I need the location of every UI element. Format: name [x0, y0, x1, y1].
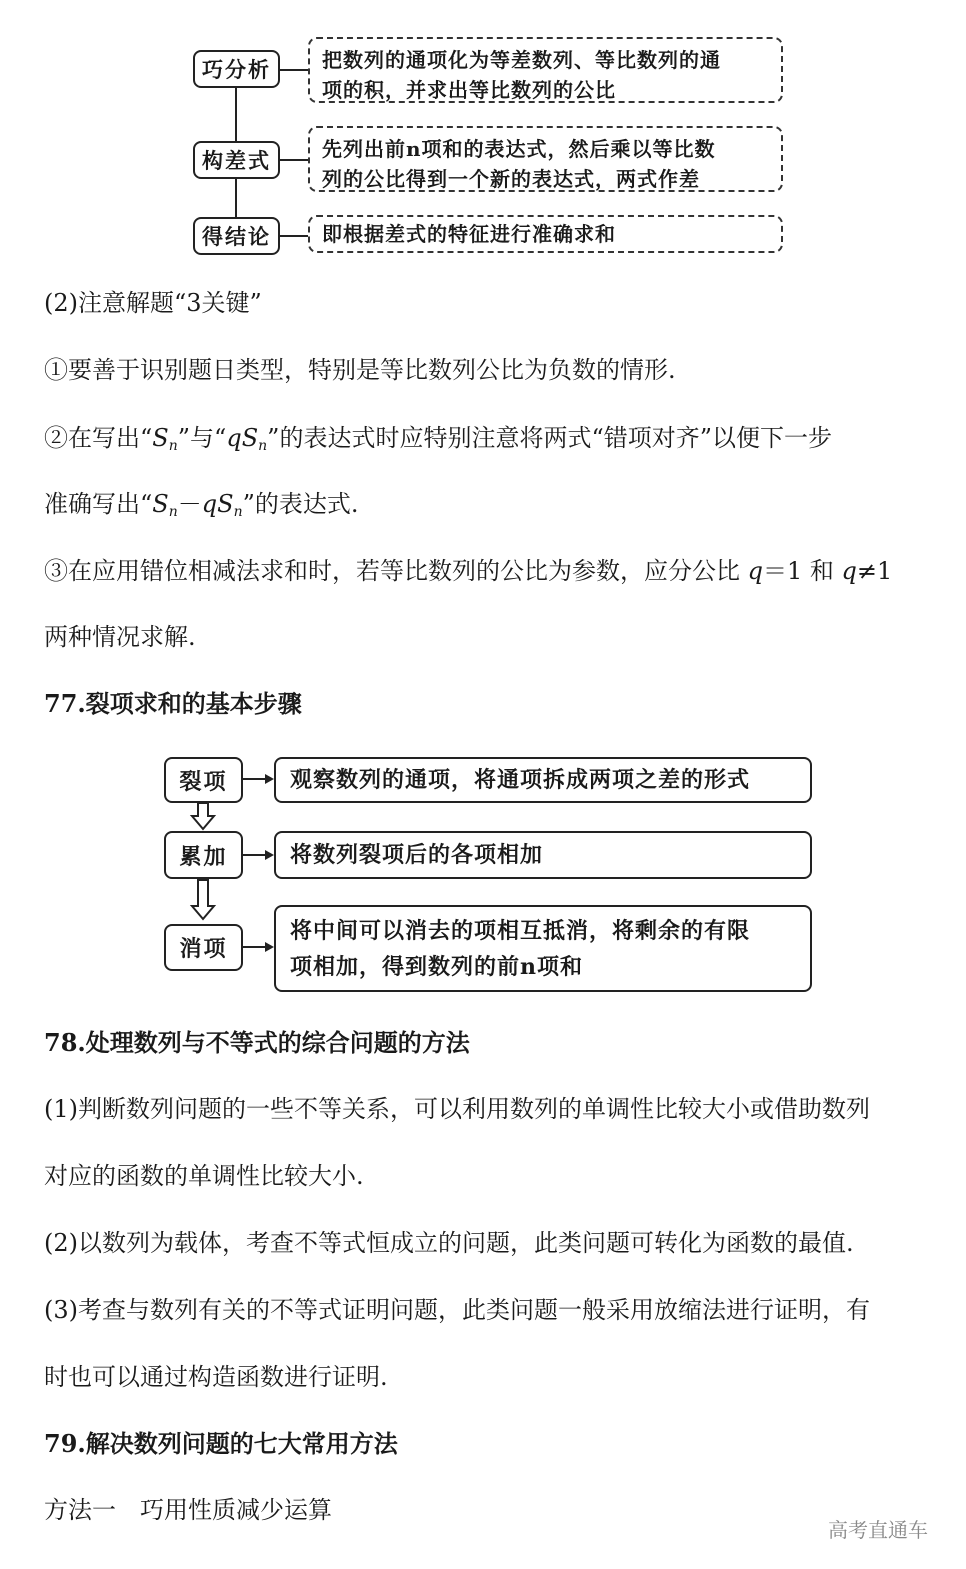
split-step-desc — [274, 757, 812, 803]
text: 准确写出“ — [44, 490, 153, 518]
split-step-label: 裂项 — [164, 757, 243, 803]
accumulate-step-label: 累加 — [164, 831, 243, 879]
section-79-method-1: 方法一 巧用性质减少运算 — [44, 1496, 332, 1524]
desc-line: 项相加，得到数列的前n项和 — [290, 954, 583, 980]
cancel-step-desc — [274, 905, 812, 992]
cancel-step-label: 消项 — [164, 924, 243, 971]
math-s: S — [152, 490, 169, 518]
math-q: q — [747, 557, 764, 585]
desc-line: 将中间可以消去的项相互抵消，将剩余的有限 — [290, 918, 751, 944]
math-n: n — [233, 504, 243, 520]
text: － — [177, 490, 202, 518]
flow1-desc-conclude — [308, 215, 783, 253]
text: ＝1 和 — [763, 557, 842, 585]
notes-item-1: ①要善于识别题日类型，特别是等比数列公比为负数的情形. — [44, 356, 676, 384]
section-78-p1-line-1: (1)判断数列问题的一些不等关系，可以利用数列的单调性比较大小或借助数列 — [44, 1095, 870, 1123]
text: ”的表达式. — [242, 490, 359, 518]
flow1-step-construct: 构差式 — [193, 141, 280, 179]
section-78-p3-line-1: (3)考查与数列有关的不等式证明问题，此类问题一般采用放缩法进行证明，有 — [44, 1296, 870, 1324]
math-n: n — [168, 504, 178, 520]
section-78-p3-line-2: 时也可以通过构造函数进行证明. — [44, 1363, 388, 1391]
text: ≠1 — [856, 557, 893, 585]
text: ”的表达式时应特别注意将两式“错项对齐”以便下一步 — [267, 424, 832, 452]
flow1-desc-construct — [308, 126, 783, 192]
math-q: q — [201, 490, 218, 518]
section-78-p1-line-2: 对应的函数的单调性比较大小. — [44, 1162, 364, 1190]
text: ②在写出“ — [44, 424, 153, 452]
math-q: q — [226, 424, 242, 452]
notes-item-2-line-2 — [44, 489, 359, 527]
notes-item-2-line-1 — [44, 423, 832, 461]
notes-item-3-line-1 — [44, 556, 892, 586]
flow1-step-conclude: 得结论 — [193, 217, 280, 255]
math-s: S — [241, 424, 259, 452]
section-78-title: 78.处理数列与不等式的综合问题的方法 — [44, 1028, 470, 1057]
desc-line: 列的公比得到一个新的表达式，两式作差 — [322, 167, 700, 191]
desc-line: 项的积，并求出等比数列的公比 — [322, 78, 616, 102]
text: ”与“ — [177, 424, 227, 452]
section-77-title: 77.裂项求和的基本步骤 — [44, 689, 302, 718]
flow1-step-analyze: 巧分析 — [193, 50, 280, 88]
accumulate-step-desc — [274, 831, 812, 879]
desc-line: 观察数列的通项，将通项拆成两项之差的形式 — [290, 767, 751, 793]
section-79-title: 79.解决数列问题的七大常用方法 — [44, 1429, 398, 1458]
text: ③在应用错位相减法求和时，若等比数列的公比为参数，应分公比 — [44, 557, 748, 585]
math-n: n — [168, 438, 178, 454]
watermark-text: 高考直通车 — [828, 1518, 928, 1542]
math-n: n — [258, 438, 268, 454]
desc-line: 先列出前n项和的表达式，然后乘以等比数 — [322, 137, 716, 161]
math-q: q — [841, 557, 857, 585]
notes-title: (2)注意解题“3关键” — [44, 289, 262, 317]
math-s: S — [217, 490, 234, 518]
desc-line: 将数列裂项后的各项相加 — [290, 842, 544, 868]
notes-item-3-line-2: 两种情况求解. — [44, 623, 196, 651]
math-s: S — [152, 424, 169, 452]
desc-line: 即根据差式的特征进行准确求和 — [322, 222, 616, 246]
flow1-desc-analyze — [308, 37, 783, 103]
desc-line: 把数列的通项化为等差数列、等比数列的通 — [322, 48, 721, 72]
section-78-p2: (2)以数列为载体，考查不等式恒成立的问题，此类问题可转化为函数的最值. — [44, 1229, 854, 1257]
